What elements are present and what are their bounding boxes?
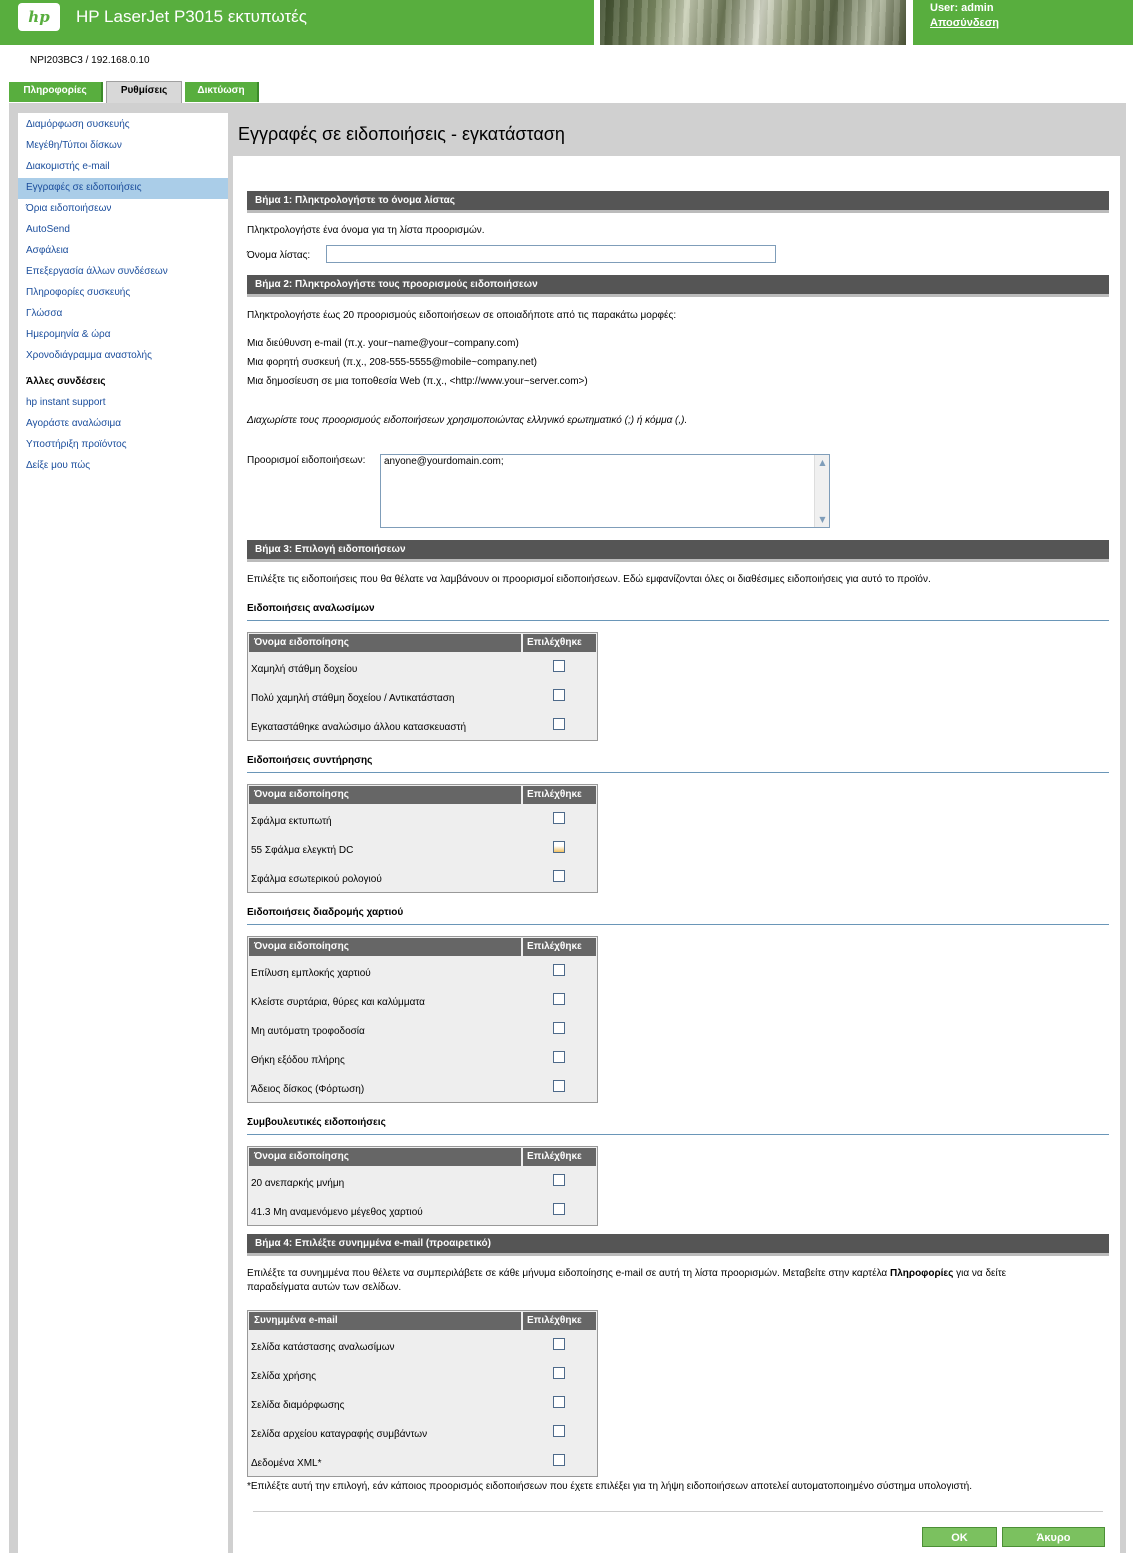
row-label: Μη αυτόματη τροφοδοσία (251, 1026, 365, 1037)
attachments-table (247, 1310, 598, 1477)
table-row (248, 986, 597, 1015)
step4-text-a: Επιλέξτε τα συνημμένα που θέλετε να συμπεριλάβετε σε κάθε μήνυμα ειδοποίησης e-mail σε αυτή τη λίστα προορισμών. Μεταβείτε στην καρτέλα (247, 1268, 890, 1279)
sidebar (18, 113, 228, 1553)
other-links-heading: Άλλες συνδέσεις (26, 376, 106, 387)
page-title: Εγγραφές σε ειδοποιήσεις - εγκατάσταση (238, 124, 565, 144)
user-panel (913, 0, 1133, 45)
sidebar-item-buy-supplies[interactable]: Αγοράστε αναλώσιμα (26, 418, 122, 429)
col-alert-name: Όνομα ειδοποίησης (249, 938, 523, 956)
scroll-up-icon[interactable]: ▲ (819, 458, 826, 467)
row-checkbox[interactable] (553, 1454, 565, 1466)
row-checkbox[interactable] (553, 1396, 565, 1408)
list-name-input[interactable] (326, 245, 776, 263)
row-label: Χαμηλή στάθμη δοχείου (251, 664, 358, 675)
col-alert-name: Όνομα ειδοποίησης (249, 786, 523, 804)
row-label: 55 Σφάλμα ελεγκτή DC (251, 845, 354, 856)
row-label: Επίλυση εμπλοκής χαρτιού (251, 968, 371, 979)
table-row (248, 1331, 597, 1360)
destinations-scrollbar[interactable] (814, 455, 829, 527)
step4-instructions (247, 1268, 1006, 1279)
row-label: Άδειος δίσκος (Φόρτωση) (251, 1084, 365, 1095)
step1-header: Βήμα 1: Πληκτρολογήστε το όνομα λίστας (247, 191, 1109, 213)
step4-text-b: για να δείτε (953, 1268, 1007, 1279)
table-row (248, 1360, 597, 1389)
row-label: Πολύ χαμηλή στάθμη δοχείου / Αντικατάσταση (251, 693, 455, 704)
hp-logo: hp (18, 3, 60, 31)
header-photo (600, 0, 906, 45)
row-label: Σφάλμα εσωτερικού ρολογιού (251, 874, 382, 885)
table-row (248, 1015, 597, 1044)
step1-instructions: Πληκτρολογήστε ένα όνομα για τη λίστα προορισμών. (247, 225, 485, 236)
tab-settings[interactable]: Ρυθμίσεις (106, 81, 182, 103)
header (0, 0, 1133, 45)
table-row (248, 834, 597, 863)
header-bar (0, 0, 594, 45)
row-checkbox[interactable] (553, 1203, 565, 1215)
table-row (248, 1389, 597, 1418)
row-label: Εγκαταστάθηκε αναλώσιμο άλλου κατασκευαστή (251, 722, 467, 733)
main-content (233, 156, 1120, 1553)
user-label: User: admin (930, 2, 994, 14)
maintenance-table (247, 784, 598, 893)
format-web: Μια δημοσίευση σε μια τοποθεσία Web (π.χ., <http://www.your~server.com>) (247, 376, 588, 387)
row-checkbox[interactable] (553, 1367, 565, 1379)
tab-networking[interactable]: Δικτύωση (185, 82, 259, 102)
col-attachment-name: Συνημμένα e-mail (249, 1312, 523, 1330)
destinations-label: Προορισμοί ειδοποιήσεων: (247, 455, 366, 466)
section-maintenance: Ειδοποιήσεις συντήρησης (247, 755, 1109, 773)
table-row (248, 1073, 597, 1102)
sidebar-item-alert-thresholds[interactable]: Όρια ειδοποιήσεων (26, 203, 112, 214)
app-title: HP LaserJet P3015 εκτυπωτές (76, 7, 307, 26)
table-row (248, 1167, 597, 1196)
row-label: Σφάλμα εκτυπωτή (251, 816, 332, 827)
row-checkbox[interactable] (553, 660, 565, 672)
row-checkbox[interactable] (553, 870, 565, 882)
step4-header: Βήμα 4: Επιλέξτε συνημμένα e-mail (προαιρετικό) (247, 1234, 1109, 1256)
sidebar-item-email-server[interactable]: Διακομιστής e-mail (26, 161, 110, 172)
separator-note: Διαχωρίστε τους προορισμούς ειδοποιήσεων χρησιμοποιώντας ελληνικό ερωτηματικό (;) ή κόμμα (,). (247, 415, 688, 426)
table-row (248, 805, 597, 834)
col-selected: Επιλέχθηκε (527, 789, 582, 800)
table-row (248, 1044, 597, 1073)
sidebar-item-product-support[interactable]: Υποστήριξη προϊόντος (26, 439, 127, 450)
sidebar-item-autosend[interactable]: AutoSend (26, 224, 70, 235)
row-label: Σελίδα χρήσης (251, 1371, 317, 1382)
sidebar-item-tray-sizes[interactable]: Μεγέθη/Τύποι δίσκων (26, 140, 122, 151)
step4-instructions-line2: παραδείγματα αυτών των σελίδων. (247, 1282, 402, 1293)
row-label: Σελίδα αρχείου καταγραφής συμβάντων (251, 1429, 428, 1440)
destinations-textarea[interactable] (380, 454, 830, 528)
col-selected: Επιλέχθηκε (527, 941, 582, 952)
row-checkbox[interactable] (553, 964, 565, 976)
ok-button[interactable]: OK (922, 1527, 997, 1547)
sidebar-item-security[interactable]: Ασφάλεια (26, 245, 69, 256)
row-checkbox[interactable] (553, 1022, 565, 1034)
row-checkbox[interactable] (553, 993, 565, 1005)
table-row (248, 957, 597, 986)
table-row (248, 863, 597, 892)
divider (253, 1511, 1103, 1512)
table-row (248, 1418, 597, 1447)
table-row (248, 1196, 597, 1225)
col-selected: Επιλέχθηκε (527, 1315, 582, 1326)
row-checkbox[interactable] (553, 841, 565, 853)
sidebar-item-device-info[interactable]: Πληροφορίες συσκευής (26, 287, 131, 298)
row-checkbox[interactable] (553, 1338, 565, 1350)
row-checkbox[interactable] (553, 1174, 565, 1186)
device-id: NPI203BC3 / 192.168.0.10 (30, 55, 150, 66)
row-checkbox[interactable] (553, 718, 565, 730)
sidebar-item-language[interactable]: Γλώσσα (26, 308, 63, 319)
row-checkbox[interactable] (553, 1425, 565, 1437)
section-advisory: Συμβουλευτικές ειδοποιήσεις (247, 1117, 1109, 1135)
sidebar-item-show-me-how[interactable]: Δείξε μου πώς (26, 460, 91, 471)
sidebar-item-alert-subscriptions[interactable]: Εγγραφές σε ειδοποιήσεις (18, 178, 228, 199)
xml-footnote: *Επιλέξτε αυτή την επιλογή, εάν κάποιος προορισμός ειδοποιήσεων που έχετε επιλέξει για τη λήψη ειδοποιήσεων αποτελεί αυτοματοποιημένο σύστημα υπολογιστή. (247, 1481, 973, 1492)
format-mobile: Μια φορητή συσκευή (π.χ., 208-555-5555@mobile~company.net) (247, 357, 537, 368)
supplies-table (247, 632, 598, 741)
format-email: Μια διεύθυνση e-mail (π.χ. your~name@your~company.com) (247, 338, 519, 349)
table-row (248, 653, 597, 682)
step3-instructions: Επιλέξτε τις ειδοποιήσεις που θα θέλατε να λαμβάνουν οι προορισμοί ειδοποιήσεων. Εδώ εμφανίζονται όλες οι διαθέσιμες ειδοποιήσεις για αυτό το προϊόν. (247, 574, 931, 585)
table-row (248, 682, 597, 711)
cancel-button[interactable]: Άκυρο (1002, 1527, 1105, 1547)
paper-path-table (247, 936, 598, 1103)
sidebar-item-instant-support[interactable]: hp instant support (26, 397, 106, 408)
step3-header: Βήμα 3: Επιλογή ειδοποιήσεων (247, 540, 1109, 562)
row-checkbox[interactable] (553, 689, 565, 701)
col-alert-name: Όνομα ειδοποίησης (249, 1148, 523, 1166)
row-label: Θήκη εξόδου πλήρης (251, 1055, 345, 1066)
logout-link[interactable]: Αποσύνδεση (930, 17, 999, 29)
step2-header: Βήμα 2: Πληκτρολογήστε τους προορισμούς ειδοποιήσεων (247, 275, 1109, 297)
sidebar-item-device-config[interactable]: Διαμόρφωση συσκευής (26, 119, 130, 130)
row-label: 41.3 Μη αναμενόμενο μέγεθος χαρτιού (251, 1207, 423, 1218)
page-title-bar (233, 113, 1120, 156)
tab-information[interactable]: Πληροφορίες (9, 82, 103, 102)
info-tab-reference: Πληροφορίες (890, 1268, 954, 1279)
advisory-table (247, 1146, 598, 1226)
col-selected: Επιλέχθηκε (527, 1151, 582, 1162)
row-checkbox[interactable] (553, 1080, 565, 1092)
section-supplies: Ειδοποιήσεις αναλωσίμων (247, 603, 1109, 621)
section-paper-path: Ειδοποιήσεις διαδρομής χαρτιού (247, 907, 1109, 925)
sidebar-item-date-time[interactable]: Ημερομηνία & ώρα (26, 329, 111, 340)
col-selected: Επιλέχθηκε (527, 637, 582, 648)
col-alert-name: Όνομα ειδοποίησης (249, 634, 523, 652)
row-label: Σελίδα κατάστασης αναλωσίμων (251, 1342, 395, 1353)
sidebar-item-edit-links[interactable]: Επεξεργασία άλλων συνδέσεων (26, 266, 168, 277)
list-name-label: Όνομα λίστας: (247, 250, 311, 261)
step2-instructions: Πληκτρολογήστε έως 20 προορισμούς ειδοποιήσεων σε οποιαδήποτε από τις παρακάτω μορφές: (247, 310, 677, 321)
row-label: Δεδομένα XML* (251, 1458, 322, 1469)
row-label: 20 ανεπαρκής μνήμη (251, 1178, 345, 1189)
table-row (248, 711, 597, 740)
row-checkbox[interactable] (553, 812, 565, 824)
row-label: Σελίδα διαμόρφωσης (251, 1400, 345, 1411)
row-label: Κλείστε συρτάρια, θύρες και καλύμματα (251, 997, 425, 1008)
sidebar-item-sleep-schedule[interactable]: Χρονοδιάγραμμα αναστολής (26, 350, 152, 361)
row-checkbox[interactable] (553, 1051, 565, 1063)
table-row (248, 1447, 597, 1476)
scroll-down-icon[interactable]: ▼ (819, 515, 826, 524)
